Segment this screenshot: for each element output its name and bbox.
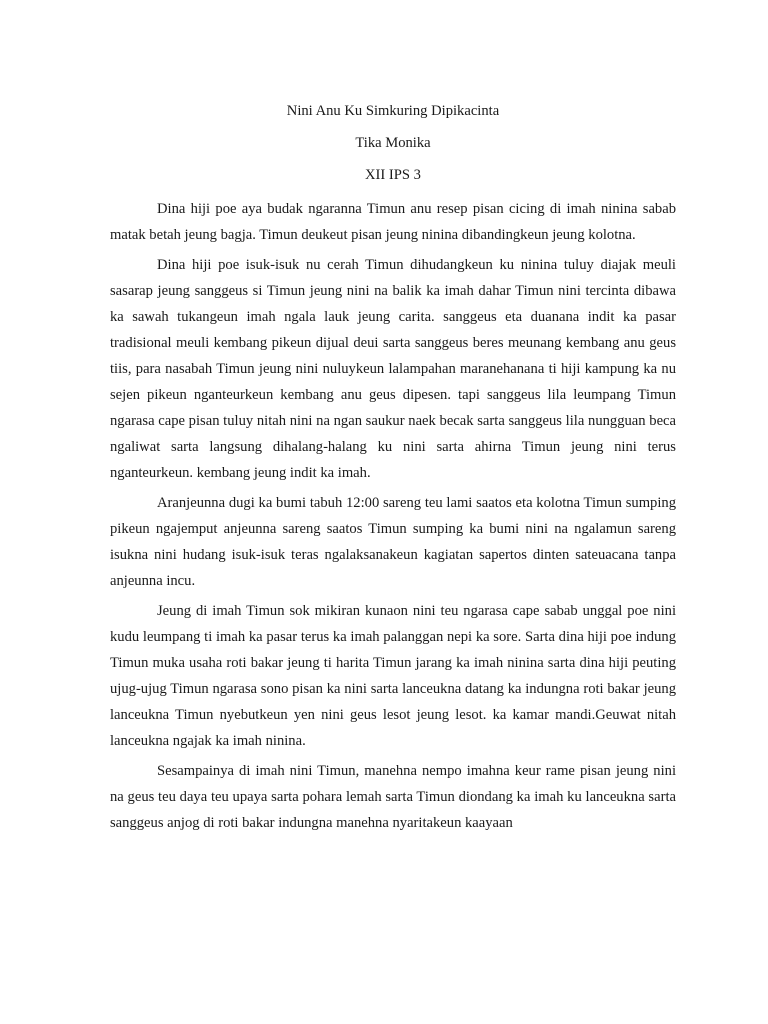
paragraph: Jeung di imah Timun sok mikiran kunaon nini teu ngarasa cape sabab unggal poe nini kudu leumpang ti imah ka pasar terus ka imah palanggan nepi ka sore. Sarta dina hiji poe indung Timun muka usaha roti bakar jeung ti harita Timun jarang ka imah ninina sarta dina hiji peuting ujug-ujug Timun ngarasa sono pisan ka nini sarta lanceukna datang ka indungna roti bakar jeung lanceukna Timun nyebutkeun yen nini geus lesot jeung lesot. ka kamar mandi.Geuwat nitah lanceukna ngajak ka imah ninina. xyxy=(110,603,676,749)
paragraph: Sesampainya di imah nini Timun, manehna nempo imahna keur rame pisan jeung nini na geus teu daya teu upaya sarta pohara lemah sarta Timun diondang ka imah ku lanceukna sarta sanggeus anjog di roti bakar indungna manehna nyaritakeun kaayaan xyxy=(110,763,676,831)
document-class: XII IPS 3 xyxy=(365,167,421,183)
paragraph: Dina hiji poe aya budak ngaranna Timun anu resep pisan cicing di imah ninina sabab matak betah jeung bagja. Timun deukeut pisan jeung ninina dibandingkeun jeung kolotna. xyxy=(110,201,676,243)
document-title: Nini Anu Ku Simkuring Dipikacinta xyxy=(286,103,500,119)
document-author: Tika Monika xyxy=(355,135,431,151)
paragraph: Aranjeunna dugi ka bumi tabuh 12:00 sareng teu lami saatos eta kolotna Timun sumping pikeun ngajemput anjeunna sareng saatos Timun sumping ka bumi nini na ngalamun sareng isukna nini hudang isuk-isuk teras ngalaksanakeun kagiatan sapertos dinten sateuacana tanpa anjeunna incu. xyxy=(110,495,676,589)
paragraph: Dina hiji poe isuk-isuk nu cerah Timun dihudangkeun ku ninina tuluy diajak meuli sasarap jeung sanggeus si Timun jeung nini na balik ka imah dahar Timun nini tercinta dibawa ka sawah tukangeun imah ngala lauk jeung carita. sanggeus eta duanana indit ka pasar tradisional meuli kembang pikeun dijual deui sarta sanggeus beres meunang kembang anu geus tiis, para nasabah Timun jeung nini nuluykeun lalampahan maranehanana ti hiji kampung ka nu sejen pikeun nganteurkeun kembang anu geus dipesen. tapi sanggeus lila leumpang Timun ngarasa cape pisan tuluy nitah nini na ngan saukur naek becak sarta sanggeus lila nungguan beca ngaliwat sarta langsung dihalang-halang ku nini sarta ahirna Timun jeung nini terus nganteurkeun. kembang jeung indit ka imah. xyxy=(110,257,676,481)
document-body xyxy=(110,100,676,840)
